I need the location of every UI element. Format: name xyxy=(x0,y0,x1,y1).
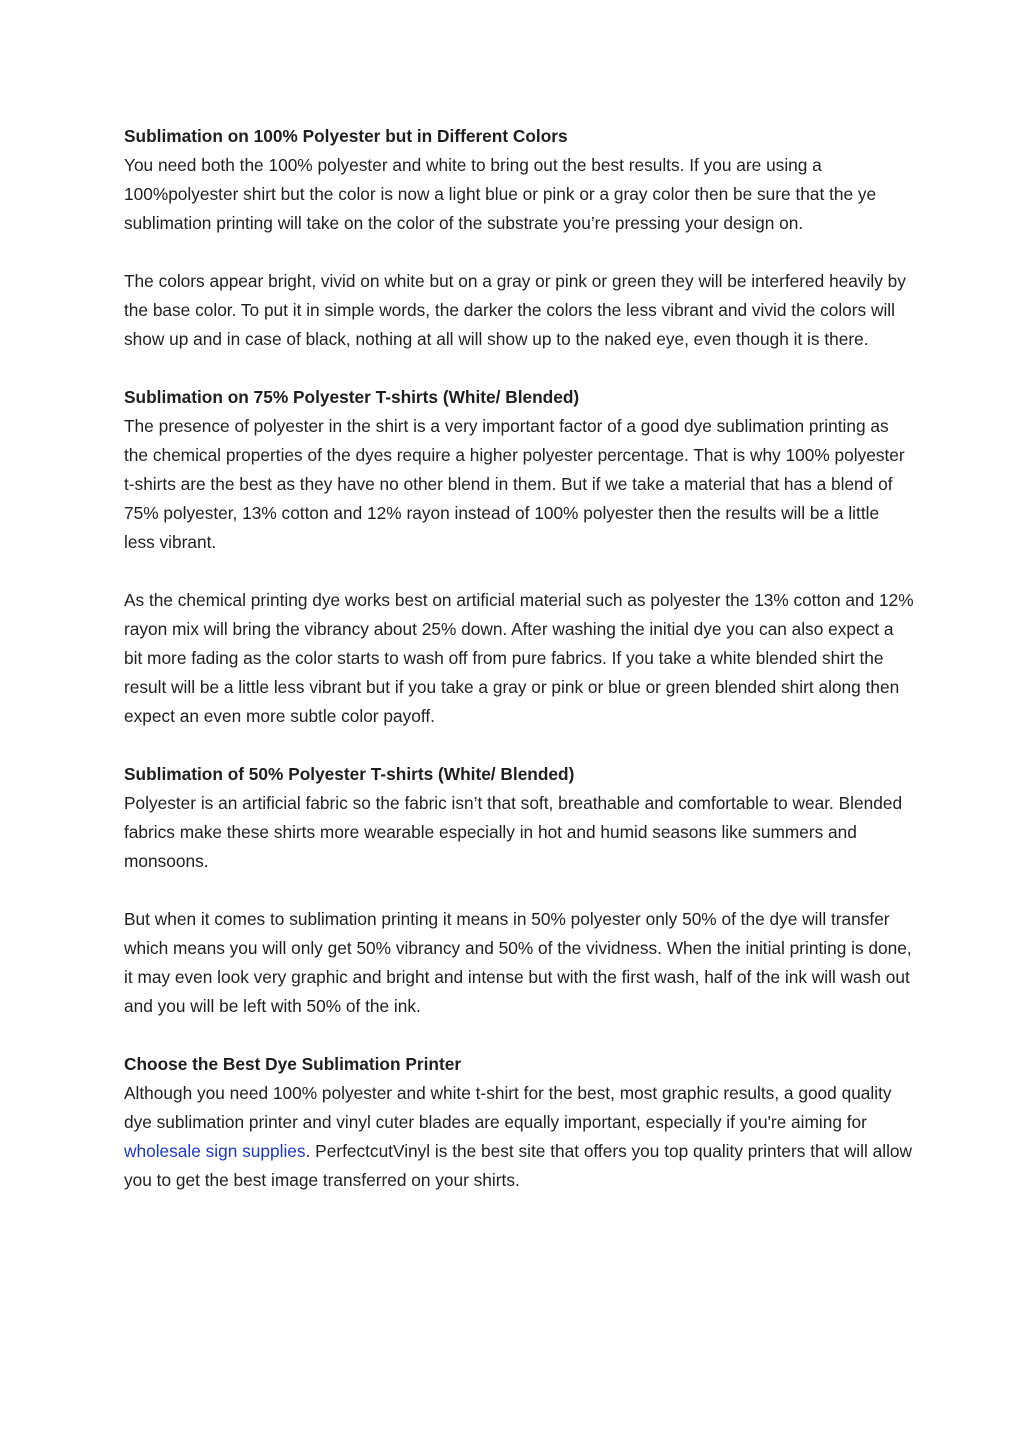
section-heading: Sublimation on 75% Polyester T-shirts (White/ Blended) xyxy=(124,387,580,407)
section-heading: Sublimation on 100% Polyester but in Different Colors xyxy=(124,126,568,146)
document-page xyxy=(124,122,914,1224)
paragraph: You need both the 100% polyester and white to bring out the best results. If you are using a 100%polyester shirt but the color is now a light blue or pink or a gray color then be sure that the ye sublimation printing will take on the color of the substrate you’re pressing your design on. xyxy=(124,155,877,233)
paragraph: The colors appear bright, vivid on white but on a gray or pink or green they will be interfered heavily by the base color. To put it in simple words, the darker the colors the less vibrant and vivid the colors will show up and in case of black, nothing at all will show up to the naked eye, even though it is there. xyxy=(124,271,906,349)
section-50-polyester xyxy=(124,760,914,1021)
paragraph: But when it comes to sublimation printing it means in 50% polyester only 50% of the dye will transfer which means you will only get 50% vibrancy and 50% of the vividness. When the initial printing is done, it may even look very graphic and bright and intense but with the first wash, half of the ink will wash out and you will be left with 50% of the ink. xyxy=(124,909,912,1016)
section-heading: Sublimation of 50% Polyester T-shirts (White/ Blended) xyxy=(124,764,575,784)
section-choose-printer xyxy=(124,1050,914,1195)
paragraph-text: Although you need 100% polyester and white t-shirt for the best, most graphic results, a good quality dye sublimation printer and vinyl cuter blades are equally important, especially if you're aiming for xyxy=(124,1083,892,1132)
paragraph: As the chemical printing dye works best on artificial material such as polyester the 13% cotton and 12% rayon mix will bring the vibrancy about 25% down. After washing the initial dye you can also expect a bit more fading as the color starts to wash off from pure fabrics. If you take a white blended shirt the result will be a little less vibrant but if you take a gray or pink or blue or green blended shirt along then expect an even more subtle color payoff. xyxy=(124,590,914,726)
paragraph xyxy=(124,1079,914,1195)
wholesale-sign-supplies-link[interactable]: wholesale sign supplies xyxy=(124,1141,306,1161)
paragraph: Polyester is an artificial fabric so the fabric isn’t that soft, breathable and comfortable to wear. Blended fabrics make these shirts more wearable especially in hot and humid seasons like summers and monsoons. xyxy=(124,793,903,871)
paragraph-text: . PerfectcutVinyl is the best site that offers you top quality printers that will allow you to get the best image transferred on your shirts. xyxy=(124,1141,912,1190)
section-75-polyester xyxy=(124,383,914,731)
paragraph: The presence of polyester in the shirt is a very important factor of a good dye sublimation printing as the chemical properties of the dyes require a higher polyester percentage. That is why 100% polyester t-shirts are the best as they have no other blend in them. But if we take a material that has a blend of 75% polyester, 13% cotton and 12% rayon instead of 100% polyester then the results will be a little less vibrant. xyxy=(124,416,905,552)
section-heading: Choose the Best Dye Sublimation Printer xyxy=(124,1054,462,1074)
section-100-polyester xyxy=(124,122,914,354)
